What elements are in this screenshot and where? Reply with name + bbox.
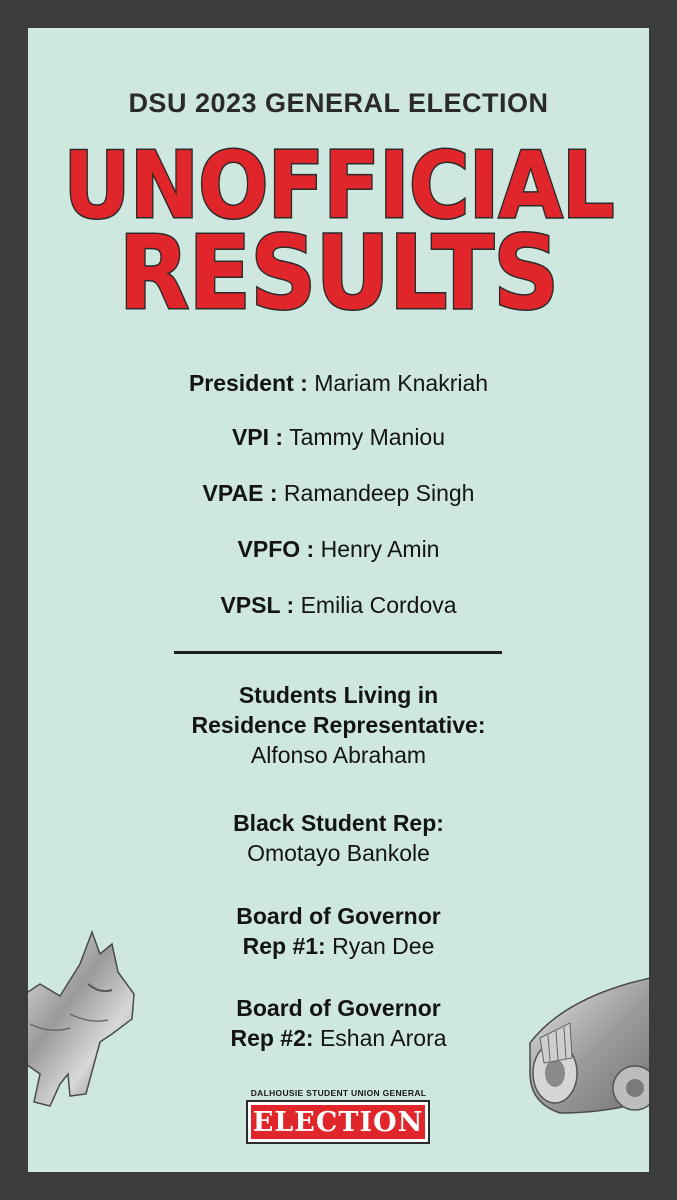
winner-name: Henry Amin bbox=[320, 536, 440, 562]
role-label: Board of Governor bbox=[236, 995, 441, 1021]
role-label: VPFO : bbox=[237, 536, 315, 562]
logo-text: ELECTION bbox=[252, 1106, 424, 1138]
section-divider bbox=[174, 651, 502, 654]
winner-name: Ryan Dee bbox=[332, 933, 435, 959]
logo-caption: DALHOUSIE STUDENT UNION GENERAL bbox=[250, 1088, 427, 1098]
title-results: RESULTS bbox=[118, 214, 559, 333]
result-vpae bbox=[28, 478, 649, 508]
winner-name: Ramandeep Singh bbox=[283, 480, 475, 506]
winner-name: Mariam Knakriah bbox=[314, 370, 489, 396]
race-car-token-icon bbox=[520, 963, 649, 1123]
result-vpi bbox=[28, 422, 649, 452]
role-label: Rep #1: bbox=[242, 933, 326, 959]
result-vpfo bbox=[28, 534, 649, 564]
scottie-dog-token-icon bbox=[28, 924, 150, 1109]
winner-name: Eshan Arora bbox=[319, 1025, 447, 1051]
winner-name: Alfonso Abraham bbox=[250, 742, 427, 768]
role-label: VPI : bbox=[231, 424, 284, 450]
role-label: President : bbox=[188, 370, 308, 396]
winner-name: Tammy Maniou bbox=[289, 424, 446, 450]
poster-card bbox=[28, 28, 649, 1172]
winner-name: Omotayo Bankole bbox=[247, 840, 430, 866]
result-residence-rep bbox=[28, 680, 649, 770]
result-president bbox=[28, 368, 649, 398]
role-label: Residence Representative: bbox=[191, 712, 486, 738]
role-label: Students Living in bbox=[238, 682, 439, 708]
role-label: Black Student Rep: bbox=[233, 810, 444, 836]
role-label: Board of Governor bbox=[236, 903, 441, 929]
role-label: VPSL : bbox=[220, 592, 295, 618]
result-vpsl bbox=[28, 590, 649, 620]
election-subtitle: DSU 2023 GENERAL ELECTION bbox=[128, 88, 549, 118]
winner-name: Emilia Cordova bbox=[300, 592, 457, 618]
title-unofficial: UNOFFICIAL bbox=[63, 132, 614, 239]
result-black-student-rep bbox=[28, 808, 649, 868]
election-logo bbox=[248, 1102, 428, 1142]
role-label: VPAE : bbox=[202, 480, 278, 506]
role-label: Rep #2: bbox=[230, 1025, 314, 1051]
